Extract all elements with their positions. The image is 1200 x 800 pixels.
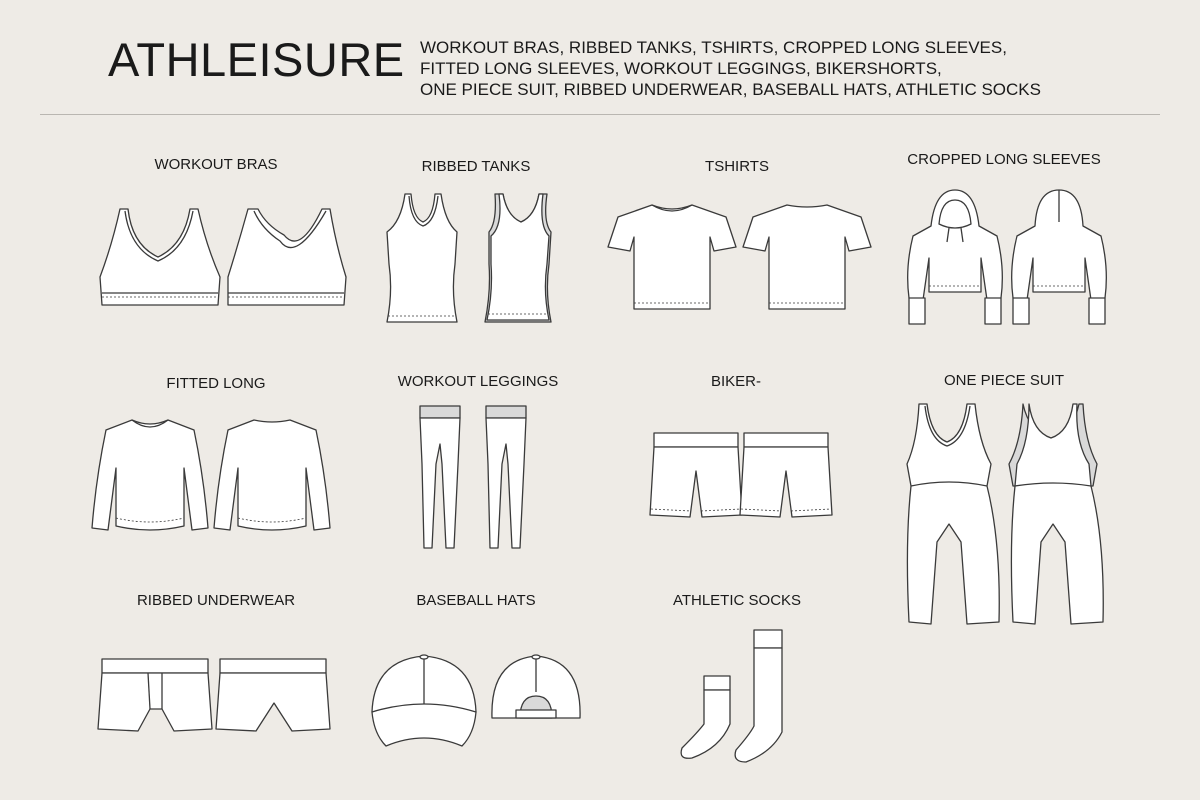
subtitle-line: WORKOUT BRAS, RIBBED TANKS, TSHIRTS, CROPPED LONG SLEEVES, [420,38,1007,57]
label-ribbed-underwear: RIBBED UNDERWEAR [136,592,296,609]
tshirt-front [608,205,736,309]
tank-front [387,194,457,322]
label-workout-leggings: WORKOUT LEGGINGS [397,373,559,390]
fitted-long-sleeves-illustration [92,418,334,538]
hat-back [492,655,580,718]
biker-shorts-illustration [650,431,835,526]
leggings-back [486,406,526,548]
ribbed-underwear-illustration [98,657,338,735]
label-fitted-long: FITTED LONG [166,375,266,392]
hoodie-front [908,190,1003,324]
workout-leggings-illustration [418,404,533,552]
longsleeve-back [214,420,330,530]
shorts-back [740,433,832,517]
subtitle-line: FITTED LONG SLEEVES, WORKOUT LEGGINGS, BIKERSHORTS, [420,59,942,78]
subtitle-line: ONE PIECE SUIT, RIBBED UNDERWEAR, BASEBALL HATS, ATHLETIC SOCKS [420,80,1041,99]
label-cropped-long-sleeves: CROPPED LONG SLEEVES [907,151,1101,168]
leggings-front [420,406,460,548]
tshirts-illustration [608,203,873,313]
bra-front [100,209,220,305]
hat-front [372,655,476,746]
label-biker: BIKER- [710,373,762,390]
label-one-piece-suit: ONE PIECE SUIT [943,372,1065,389]
ribbed-tanks-illustration [383,192,563,327]
suit-front [907,404,999,624]
hoodie-back [1012,190,1107,324]
underwear-front [98,659,212,731]
shorts-front [650,433,742,517]
baseball-hats-illustration [370,652,585,752]
label-ribbed-tanks: RIBBED TANKS [421,158,531,175]
label-workout-bras: WORKOUT BRAS [154,156,278,173]
page-title: ATHLEISURE [108,33,405,86]
sock-long [735,630,782,762]
label-baseball-hats: BASEBALL HATS [416,592,536,609]
page-subtitle [420,37,1041,100]
sock-short [681,676,730,758]
cropped-hoodie-illustration [905,188,1110,330]
longsleeve-front [92,420,208,530]
athletic-socks-illustration [678,628,798,768]
bra-back [228,209,346,305]
underwear-back [216,659,330,731]
tank-back [485,194,551,322]
suit-back [1009,404,1103,624]
workout-bras-illustration [98,205,348,320]
label-tshirts: TSHIRTS [705,158,769,175]
header-divider [40,114,1160,115]
one-piece-suit-illustration [905,402,1115,627]
tshirt-back [743,205,871,309]
label-athletic-socks: ATHLETIC SOCKS [672,592,802,609]
